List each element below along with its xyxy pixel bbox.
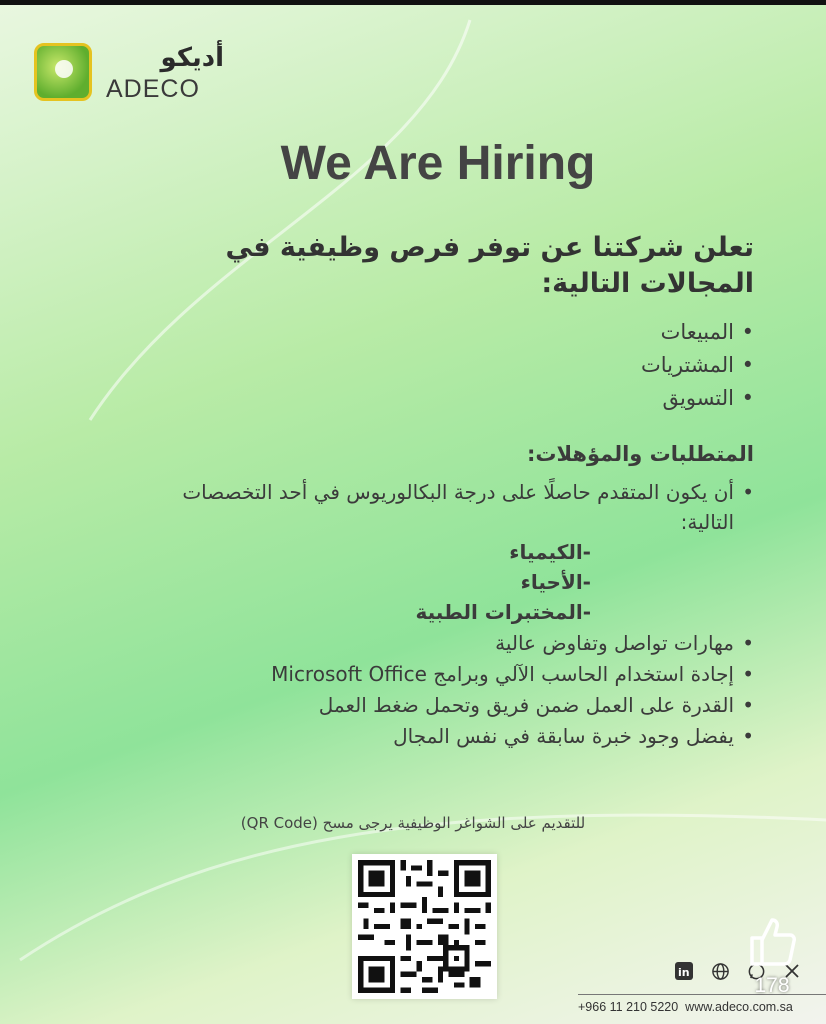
phone-number: +966 11 210 5220 [578, 1000, 679, 1014]
headline: We Are Hiring [280, 137, 596, 190]
like-button[interactable] [742, 912, 800, 970]
qr-code[interactable] [352, 854, 497, 999]
list-item: • المشتريات [641, 349, 754, 382]
specialization-item: -الكيمياء [509, 540, 591, 564]
requirements-title: المتطلبات والمؤهلات: [526, 442, 754, 466]
degree-requirement [134, 477, 754, 537]
list-item: • مهارات تواصل وتفاوض عالية [271, 628, 754, 659]
specialization-item: -الأحياء [520, 570, 591, 594]
specialization-item: -المختبرات الطبية [415, 600, 591, 624]
contact-info [578, 1000, 793, 1014]
website-link[interactable]: www.adeco.com.sa [685, 1000, 793, 1014]
list-item: • يفضل وجود خبرة سابقة في نفس المجال [271, 721, 754, 752]
brand-name-arabic: أديكو [160, 43, 224, 73]
list-item: • إجادة استخدام الحاسب الآلي وبرامج Microsoft Office [271, 659, 754, 690]
list-item: • القدرة على العمل ضمن فريق وتحمل ضغط العمل [271, 690, 754, 721]
likes-count: 178 [754, 974, 790, 997]
qr-code-icon [358, 860, 491, 993]
list-item: • المبيعات [641, 316, 754, 349]
logo-mark-icon [34, 43, 92, 101]
apply-instructions: للتقديم على الشواغر الوظيفية يرجى مسح (QR Code) [240, 814, 586, 832]
brand-name-english: ADECO [106, 75, 200, 103]
svg-text:in: in [678, 966, 690, 979]
linkedin-icon[interactable] [673, 960, 695, 982]
globe-icon[interactable] [709, 960, 731, 982]
intro-text: تعلن شركتنا عن توفر فرص وظيفية في المجالات التالية: [225, 232, 754, 299]
job-areas-list [641, 316, 754, 415]
skills-list [271, 628, 754, 752]
list-item: • التسويق [641, 382, 754, 415]
brand-logo [34, 43, 224, 103]
top-edge-bar [0, 0, 826, 5]
list-item: • أن يكون المتقدم حاصلًا على درجة البكالوريوس في أحد التخصصات التالية: [134, 477, 754, 537]
thumbs-up-icon [742, 912, 800, 970]
